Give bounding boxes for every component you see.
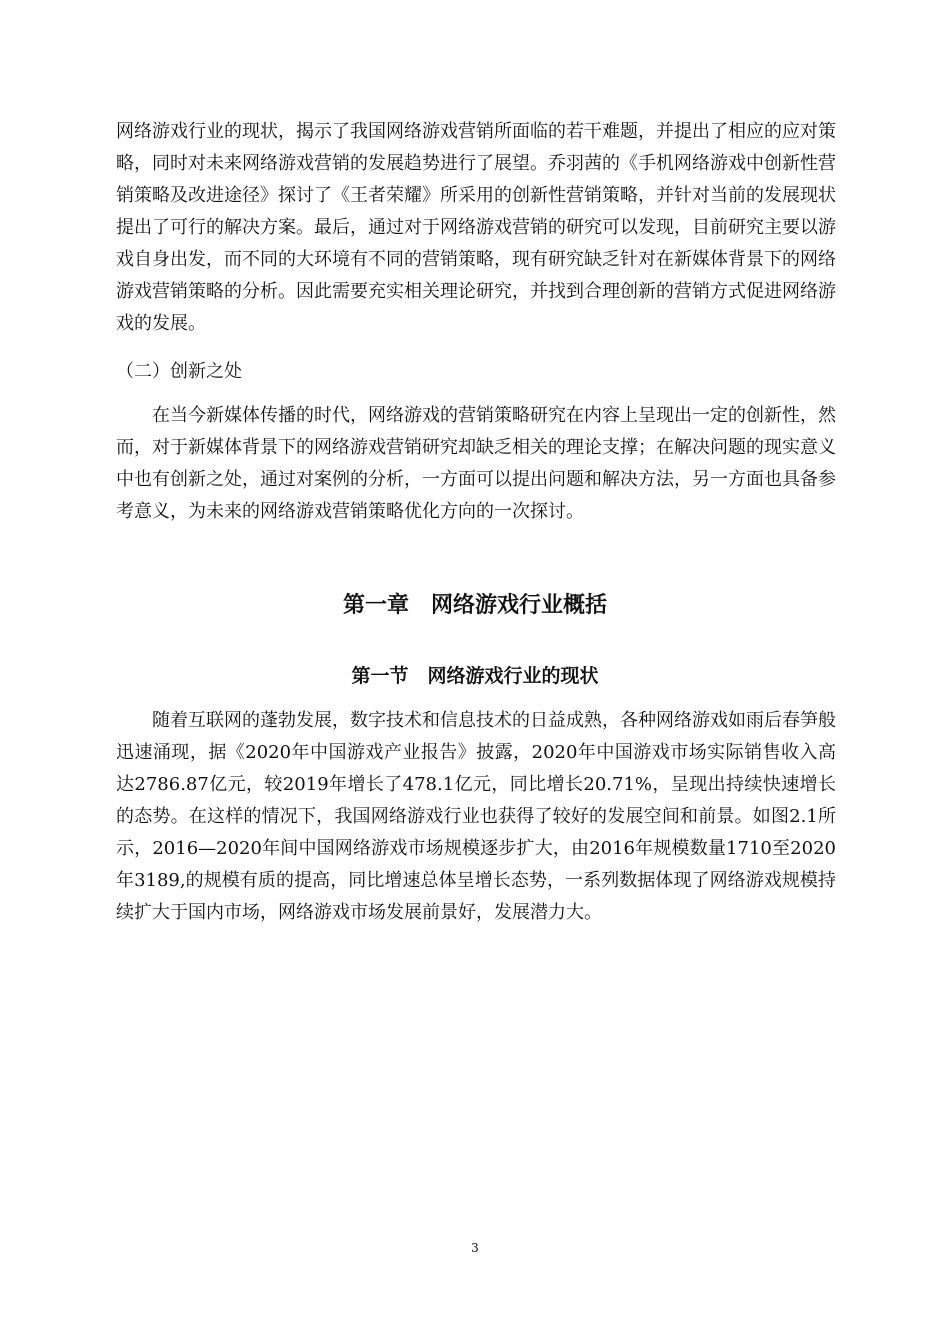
section-title: 第一节 网络游戏行业的现状 (351, 665, 599, 687)
intro-paragraph: 网络游戏行业的现状，揭示了我国网络游戏营销所面临的若干难题，并提出了相应的应对策略，同时对未来网络游戏营销的发展趋势进行了展望。乔羽茜的《手机网络游戏中创新性营销策略及改进途径》探讨了《王者荣耀》所采用的创新性营销策略，并针对当前的发展现状提出了可行的解决方案。最后，通过对于网络游戏营销的研究可以发现，目前研究主要以游戏自身出发，而不同的大环境有不同的营销策略，现有研究缺乏针对在新媒体背景下的网络游戏营销策略的分析。因此需要充实相关理论研究，并找到合理创新的营销方式促进网络游戏的发展。 (116, 121, 836, 334)
chapter-title: 第一章 网络游戏行业概括 (342, 593, 607, 618)
page-number: 3 (471, 1241, 479, 1255)
industry-status-paragraph: 随着互联网的蓬勃发展，数字技术和信息技术的日益成熟，各种网络游戏如雨后春笋般迅速涌现，据《2020年中国游戏产业报告》披露，2020年中国游戏市场实际销售收入高达2786.87亿元，较2019年增长了478.1亿元，同比增长20.71%，呈现出持续快速增长的态势。在这样的情况下，我国网络游戏行业也获得了较好的发展空间和前景。如图2.1所示，2016—2020年间中国网络游戏市场规模逐步扩大，由2016年规模数量1710至2020年3189,的规模有质的提高，同比增速总体呈增长态势，一系列数据体现了网络游戏规模持续扩大于国内市场，网络游戏市场发展前景好，发展潜力大。 (116, 710, 836, 923)
innovation-paragraph: 在当今新媒体传播的时代，网络游戏的营销策略研究在内容上呈现出一定的创新性，然而，对于新媒体背景下的网络游戏营销研究却缺乏相关的理论支撑；在解决问题的现实意义中也有创新之处，通过对案例的分析，一方面可以提出问题和解决方法，另一方面也具备参考意义，为未来的网络游戏营销策略优化方向的一次探讨。 (116, 405, 836, 522)
innovation-heading: （二）创新之处 (116, 361, 242, 382)
